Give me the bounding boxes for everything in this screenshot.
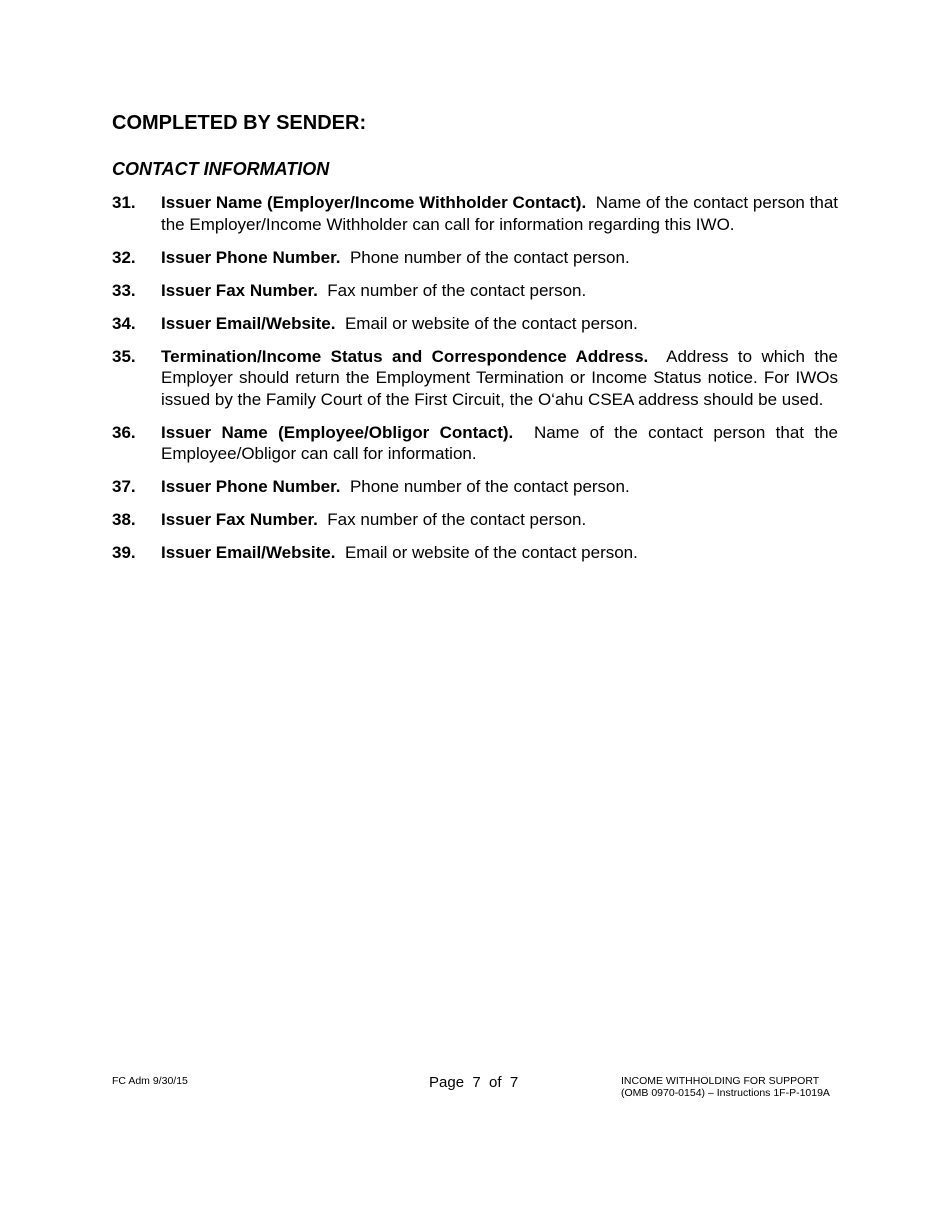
item-term: Issuer Email/Website. xyxy=(161,313,336,333)
item-term: Termination/Income Status and Correspondence Address. xyxy=(161,346,649,366)
footer-form-title-line2: (OMB 0970-0154) – Instructions 1F-P-1019A xyxy=(621,1087,830,1099)
section-heading: COMPLETED BY SENDER: xyxy=(112,112,367,134)
item-text: Fax number of the contact person. xyxy=(327,510,587,530)
list-item xyxy=(112,192,838,235)
footer-form-title xyxy=(621,1075,830,1099)
item-body xyxy=(161,280,838,302)
item-term: Issuer Name (Employer/Income Withholder Contact). xyxy=(161,193,587,212)
footer-page-number: Page 7 of 7 xyxy=(429,1074,519,1091)
list-item xyxy=(112,422,838,465)
item-text: Name of the contact person that the Employer/Income Withholder can call for information regarding this IWO. xyxy=(161,193,838,234)
list-item xyxy=(112,280,838,302)
item-number: 39. xyxy=(112,543,136,563)
list-item xyxy=(112,313,838,335)
item-term: Issuer Phone Number. xyxy=(161,247,341,267)
item-text: Email or website of the contact person. xyxy=(344,313,638,333)
list-item xyxy=(112,247,838,269)
item-term: Issuer Fax Number. xyxy=(161,280,318,300)
item-body xyxy=(161,192,838,235)
item-term: Issuer Email/Website. xyxy=(161,543,336,563)
item-number: 37. xyxy=(112,477,136,497)
item-term: Issuer Name (Employee/Obligor Contact). xyxy=(161,422,514,442)
item-number: 33. xyxy=(112,280,136,300)
item-body xyxy=(161,509,838,531)
item-number: 34. xyxy=(112,313,136,333)
item-text: Email or website of the contact person. xyxy=(344,543,638,563)
item-text: Name of the contact person that the Employee/Obligor can call for information. xyxy=(161,422,838,464)
item-number: 36. xyxy=(112,422,136,442)
item-body xyxy=(161,313,838,335)
item-text: Fax number of the contact person. xyxy=(327,280,587,300)
list-item xyxy=(112,346,838,411)
instruction-list xyxy=(112,192,838,575)
item-term: Issuer Fax Number. xyxy=(161,510,318,530)
item-term: Issuer Phone Number. xyxy=(161,477,341,497)
item-number: 35. xyxy=(112,346,136,366)
item-body xyxy=(161,422,838,465)
item-number: 38. xyxy=(112,510,136,530)
footer-form-title-line1: INCOME WITHHOLDING FOR SUPPORT xyxy=(621,1075,820,1087)
item-number: 31. xyxy=(112,193,136,212)
list-item xyxy=(112,509,838,531)
list-item xyxy=(112,476,838,498)
list-item xyxy=(112,542,838,564)
item-body xyxy=(161,247,838,269)
item-text: Phone number of the contact person. xyxy=(349,247,630,267)
item-text: Phone number of the contact person. xyxy=(349,477,630,497)
item-body xyxy=(161,346,838,411)
item-body xyxy=(161,476,838,498)
footer-form-code: FC Adm 9/30/15 xyxy=(112,1075,188,1087)
item-text: Address to which the Employer should return the Employment Termination or Income Status notice. For IWOs issued by the Family Court of the First Circuit, the O‘ahu CSEA address should be used. xyxy=(161,346,838,409)
item-number: 32. xyxy=(112,247,136,267)
item-body xyxy=(161,542,838,564)
section-subheading: CONTACT INFORMATION xyxy=(112,159,330,179)
